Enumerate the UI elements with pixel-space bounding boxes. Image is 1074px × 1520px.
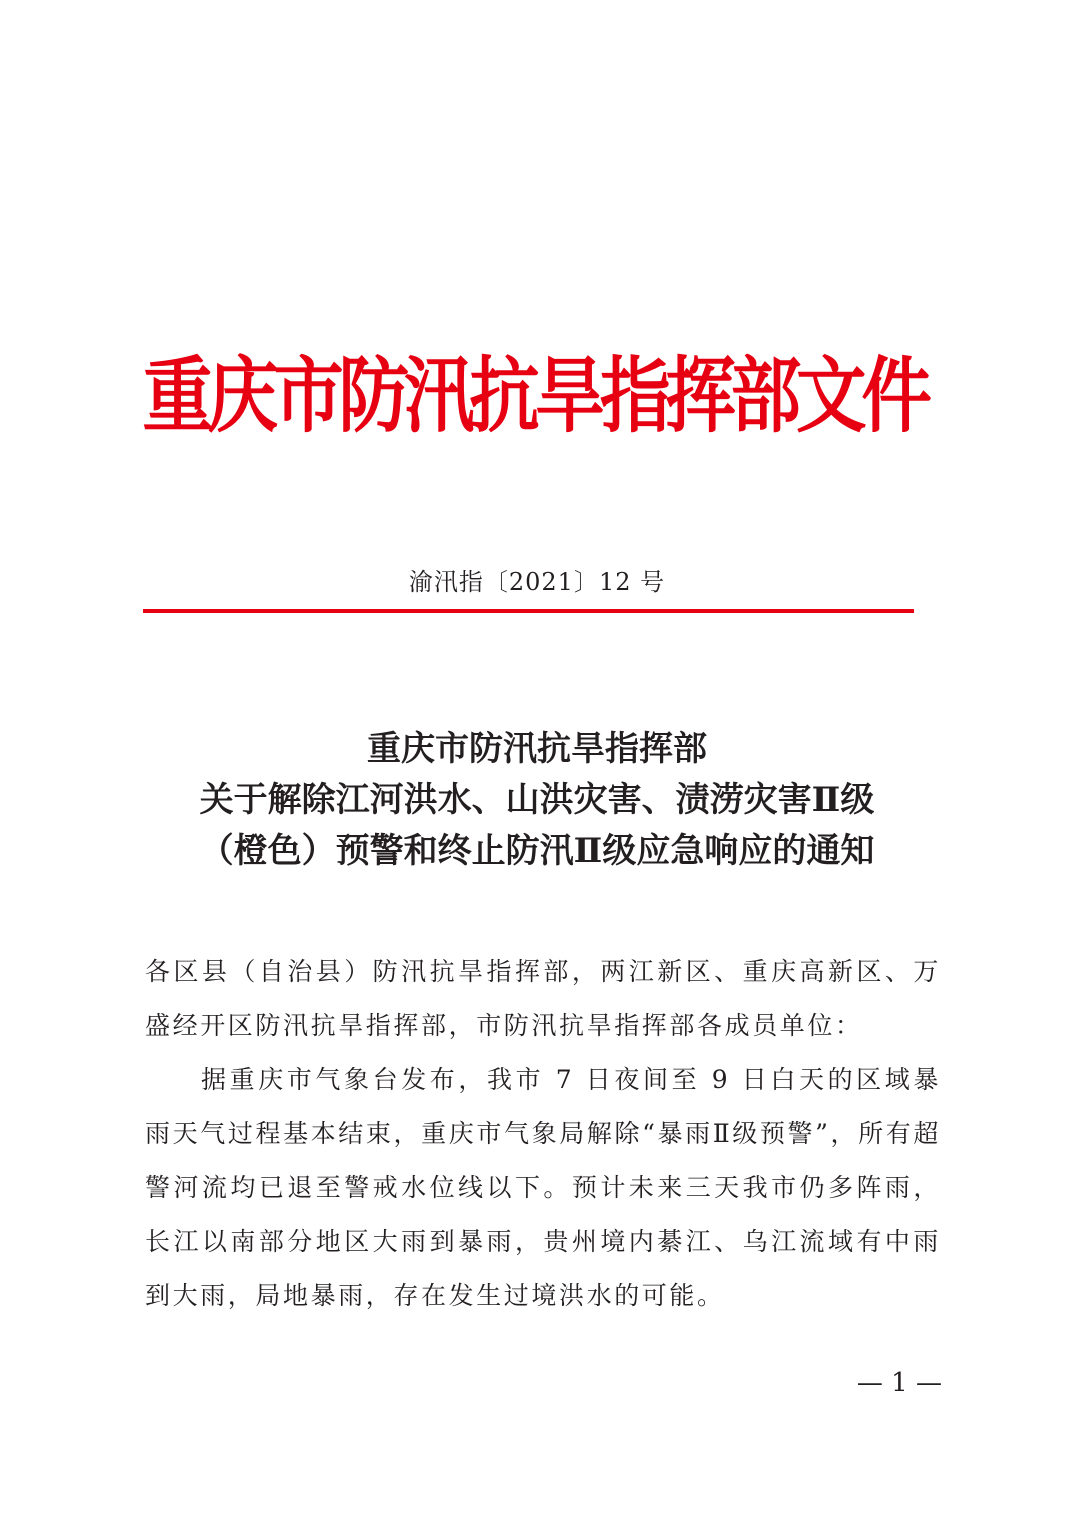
notice-title-line-1: 重庆市防汛抗旱指挥部 bbox=[367, 729, 707, 769]
document-number: 渝汛指〔2021〕12 号 bbox=[408, 568, 666, 596]
notice-title-line-2: 关于解除江河洪水、山洪灾害、渍涝灾害Ⅱ级 bbox=[199, 780, 875, 820]
notice-title bbox=[0, 724, 1074, 877]
document-masthead: 重庆市防汛抗旱指挥部文件 bbox=[142, 349, 927, 444]
page-number: — 1 — bbox=[856, 1368, 942, 1398]
red-separator-line bbox=[143, 609, 914, 613]
body-paragraph-1: 据重庆市气象台发布，我市 7 日夜间至 9 日白天的区域暴雨天气过程基本结束，重庆市气象局解除“暴雨Ⅱ级预警”，所有超警河流均已退至警戒水位线以下。预计未来三天我市仍多阵雨，长江以南部分地区大雨到暴雨，贵州境内綦江、乌江流域有中雨到大雨，局地暴雨，存在发生过境洪水的可能。 bbox=[145, 1065, 941, 1310]
addressee-paragraph: 各区县（自治县）防汛抗旱指挥部，两江新区、重庆高新区、万盛经开区防汛抗旱指挥部，市防汛抗旱指挥部各成员单位： bbox=[145, 957, 941, 1040]
notice-title-line-3: （橙色）预警和终止防汛Ⅱ级应急响应的通知 bbox=[199, 831, 875, 871]
notice-body bbox=[145, 945, 941, 1323]
